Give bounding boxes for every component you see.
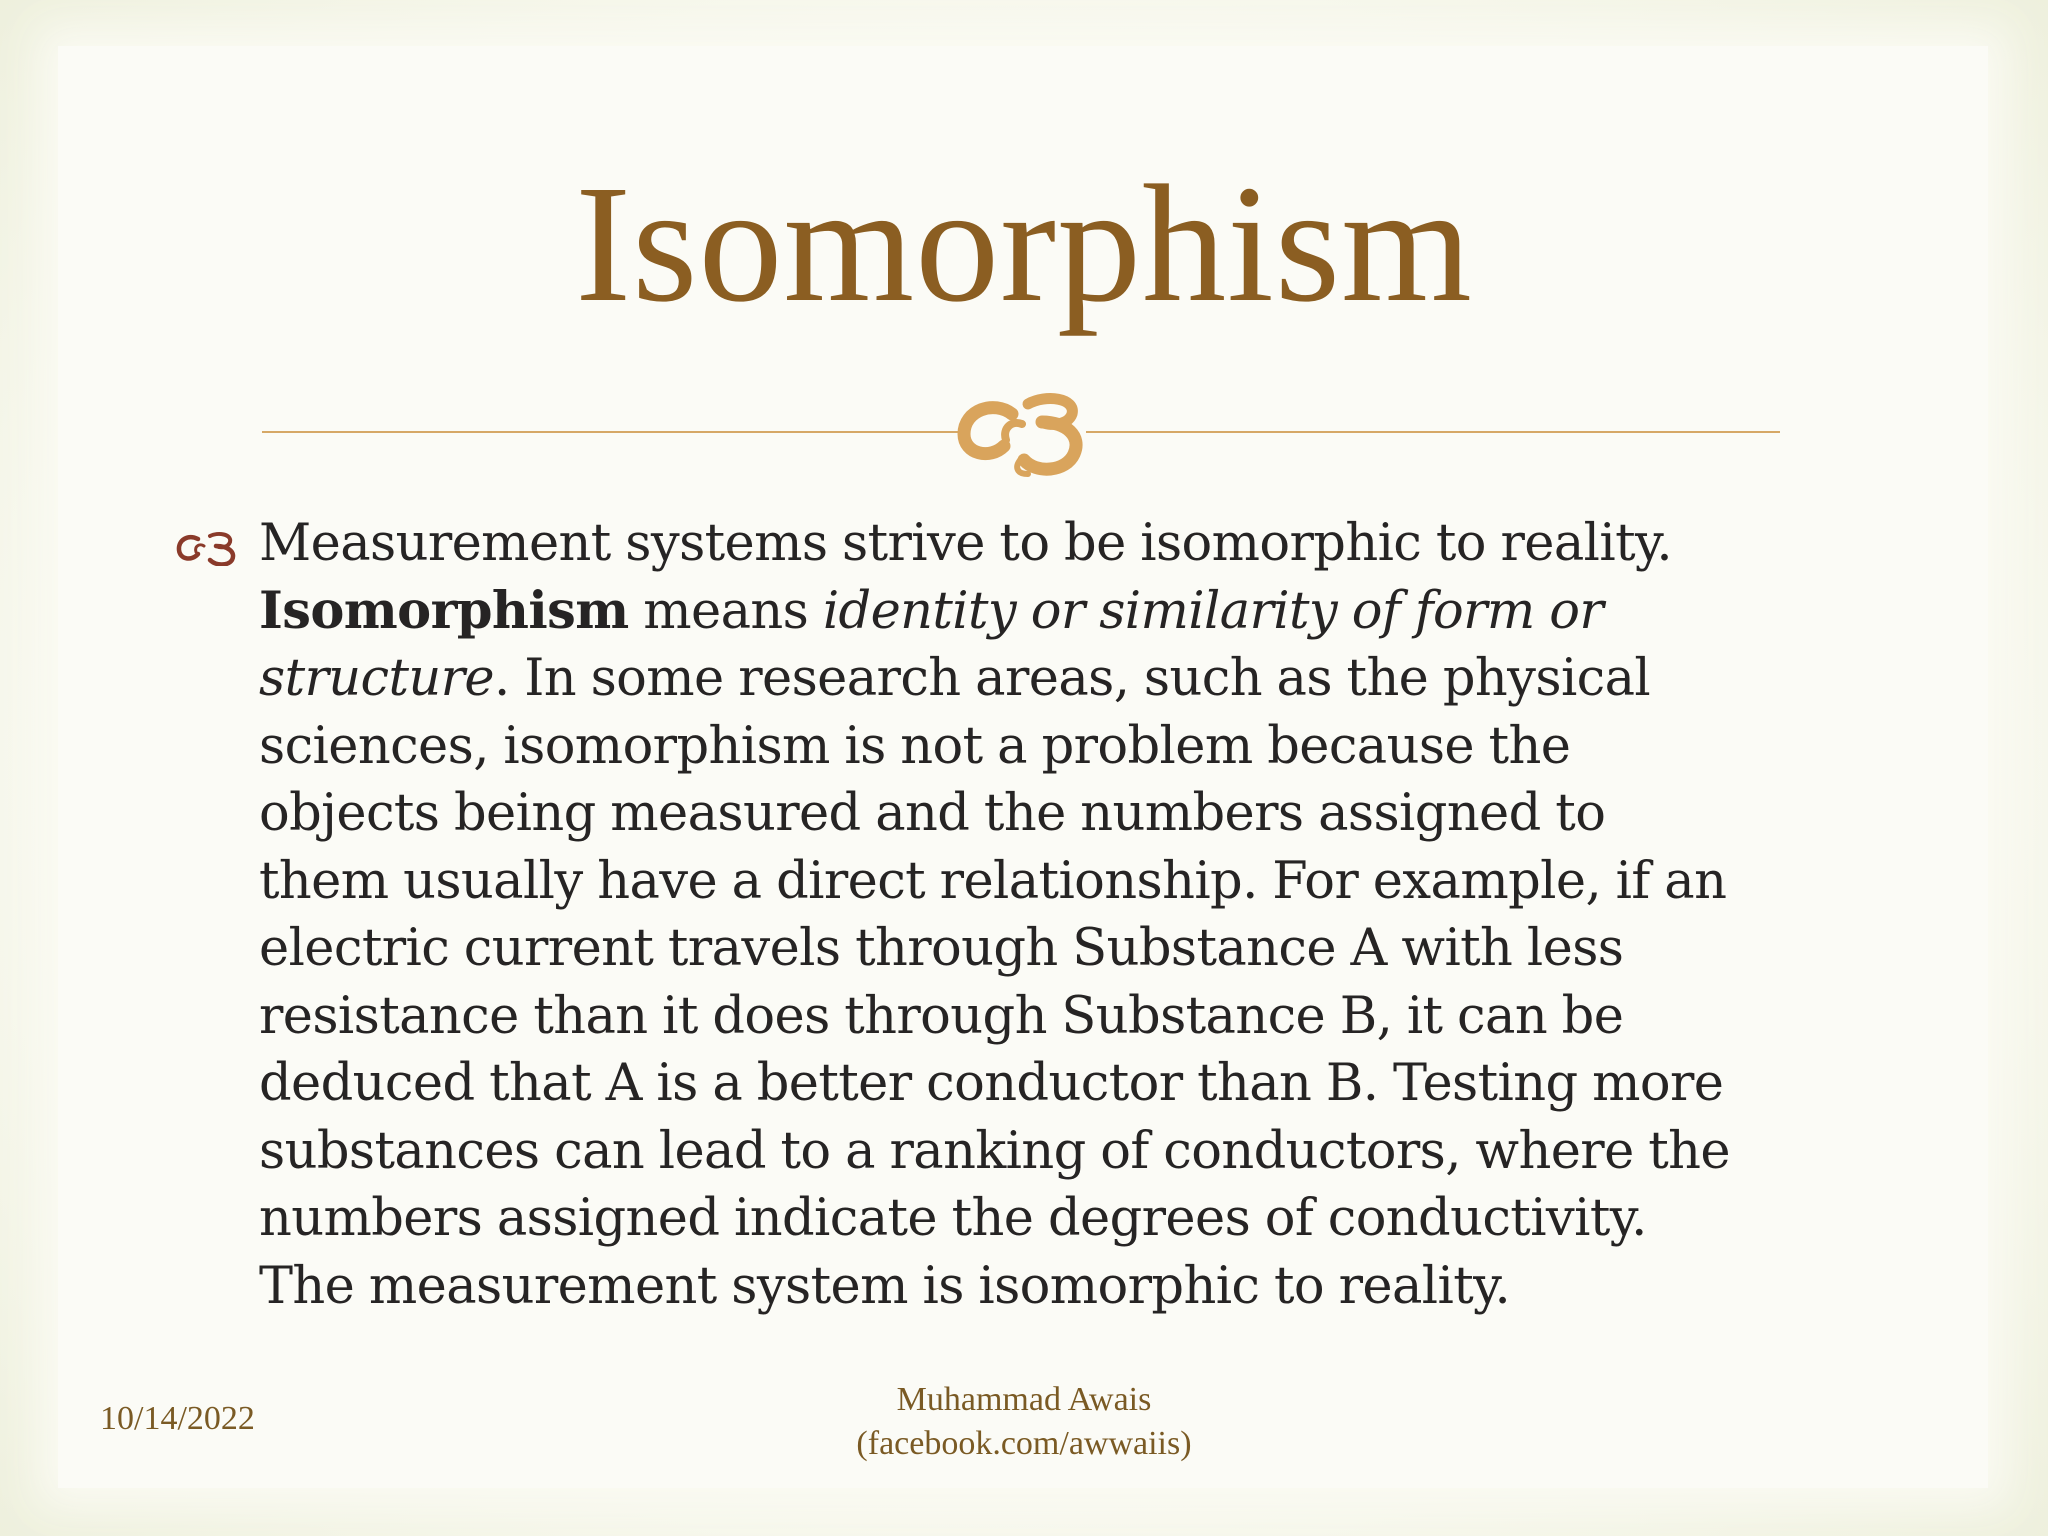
footer-author xyxy=(774,1378,1274,1466)
flourish-ornament-icon xyxy=(950,388,1100,478)
body-line-6: them usually have a direct relationship. For example, if an xyxy=(259,851,1727,911)
footer-date: 10/14/2022 xyxy=(100,1400,255,1437)
body-line-8: resistance than it does through Substance B, it can be xyxy=(259,986,1624,1046)
author-link: (facebook.com/awwaiis) xyxy=(856,1425,1192,1462)
body-line-7: electric current travels through Substance A with less xyxy=(259,919,1624,978)
body-line-10: substances can lead to a ranking of conductors, where the xyxy=(259,1121,1730,1181)
body-line-9: deduced that A is a better conductor than B. Testing more xyxy=(259,1054,1724,1113)
title-divider-left xyxy=(262,431,962,433)
body-line-5: objects being measured and the numbers assigned to xyxy=(259,784,1606,843)
slide-title: Isomorphism xyxy=(575,151,1473,337)
scroll-bullet-icon xyxy=(176,530,240,566)
body-line-4: sciences, isomorphism is not a problem because the xyxy=(259,716,1571,776)
bold-term: Isomorphism xyxy=(259,580,629,641)
italic-definition: identity or similarity of form or xyxy=(822,581,1604,641)
body-line-3: structure. In some research areas, such as the physical xyxy=(259,649,1651,708)
title-divider-right xyxy=(1086,431,1780,433)
body-line-12: The measurement system is isomorphic to reality. xyxy=(259,1256,1511,1316)
body-line-2: Isomorphism means identity or similarity of form or xyxy=(259,580,1604,641)
body-line-11: numbers assigned indicate the degrees of conductivity. xyxy=(259,1189,1647,1248)
italic-definition-end: structure xyxy=(259,649,494,708)
body-paragraph xyxy=(259,510,1909,1320)
author-name: Muhammad Awais xyxy=(896,1381,1152,1418)
body-line-1: Measurement systems strive to be isomorphic to reality. xyxy=(259,514,1673,573)
